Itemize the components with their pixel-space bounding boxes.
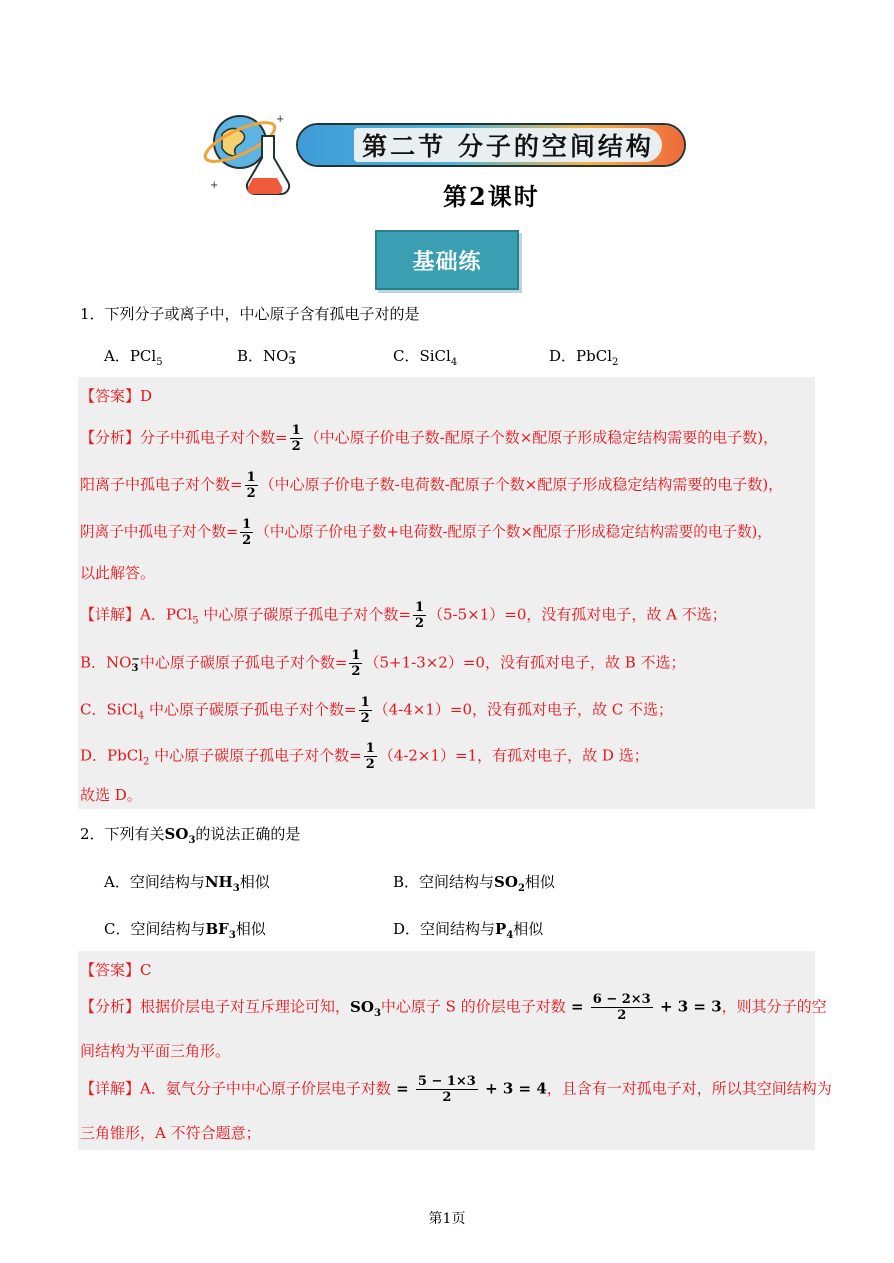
analysis-text: 中心原子 S 的价层电子对数 bbox=[380, 997, 566, 1016]
q1-option-b-label: B．NO bbox=[237, 347, 289, 365]
page-title: 第二节 分子的空间结构 bbox=[362, 132, 654, 161]
detail-text: 中心原子碳原子孤电子对个数= bbox=[139, 653, 348, 672]
fraction-half: $\frac{1}{2}$ bbox=[351, 648, 361, 679]
detail-text: （4-2×1）=1，有孤对电子，故 D 选； bbox=[378, 746, 649, 765]
detail-text: ，且含有一对孤电子对，所以其空间结构为 bbox=[546, 1079, 832, 1098]
analysis-text: （中心原子价电子数-配原子个数×配原子形成稳定结构需要的电子数)， bbox=[304, 428, 779, 447]
analysis-text: 阳离子中孤电子对个数= bbox=[80, 475, 243, 494]
fraction-half: $\frac{1}{2}$ bbox=[360, 695, 370, 726]
fraction-half: $\frac{1}{2}$ bbox=[242, 517, 252, 548]
detail-text: （5-5×1）=0，没有孤对电子，故 A 不选； bbox=[428, 605, 727, 624]
q1-option-d: D．PbCl$_2$ bbox=[549, 347, 619, 368]
q2-detail-a: 【详解】A．氨气分子中中心原子价层电子对数 = $\frac{5 - 1\times 3}{2}$ + 3 = 4，且含有一对孤电子对，所以其空间结构为 bbox=[80, 1074, 832, 1105]
fraction-half: $\frac{1}{2}$ bbox=[365, 741, 375, 772]
option-text: D．空间结构与 bbox=[393, 920, 496, 938]
fraction-half: $\frac{1}{2}$ bbox=[291, 423, 301, 454]
answer-value: C bbox=[140, 961, 152, 979]
q2-option-b: B．空间结构与$SO_2$相似 bbox=[393, 873, 555, 894]
q2-option-a: A．空间结构与$NH_3$相似 bbox=[104, 873, 270, 894]
q1-analysis-line3 bbox=[80, 517, 772, 548]
q1-option-c-label: C．SiCl bbox=[393, 347, 451, 365]
fraction-half: $\frac{1}{2}$ bbox=[246, 470, 256, 501]
svg-text:+: + bbox=[210, 180, 219, 191]
q1-analysis-line1 bbox=[80, 423, 778, 454]
analysis-tag: 【分析】 bbox=[80, 428, 141, 447]
globe-flask-logo bbox=[200, 108, 292, 200]
detail-text: B．NO bbox=[80, 653, 132, 672]
q1-detail-d: D．PbCl$_2$ 中心原子碳原子孤电子对个数= $\frac{1}{2}$ （4-2×1）=1，有孤对电子，故 D 选； bbox=[80, 741, 649, 772]
q1-option-c: C．SiCl$_4$ bbox=[393, 347, 458, 368]
q1-analysis-line2 bbox=[80, 470, 783, 501]
q1-option-b: B．NO− 3 bbox=[237, 347, 297, 367]
fraction-half: $\frac{1}{2}$ bbox=[414, 600, 424, 631]
detail-text: A．氨气分子中中心原子价层电子对数 bbox=[140, 1079, 391, 1098]
q2-detail-a-cont: 三角锥形，A 不符合题意； bbox=[80, 1124, 261, 1142]
detail-text: 中心原子碳原子孤电子对个数= bbox=[203, 605, 411, 624]
analysis-text: 分子中孤电子对个数= bbox=[140, 428, 288, 447]
detail-tag: 【详解】 bbox=[80, 605, 141, 624]
q1-stem: 1．下列分子或离子中，中心原子含有孤电子对的是 bbox=[80, 305, 420, 323]
detail-text: A．PCl bbox=[140, 605, 193, 624]
title-banner-inner bbox=[354, 128, 662, 162]
detail-text: 中心原子碳原子孤电子对个数= bbox=[148, 700, 357, 719]
q2-stem-text: 的说法正确的是 bbox=[195, 825, 301, 843]
analysis-text: 根据价层电子对互斥理论可知， bbox=[140, 997, 351, 1016]
option-text: 相似 bbox=[524, 873, 555, 891]
q1-answer bbox=[80, 385, 152, 406]
q1-detail-end: 故选 D。 bbox=[80, 786, 142, 804]
fraction-expr: $\frac{5 - 1\times 3}{2}$ bbox=[417, 1074, 476, 1105]
option-text: C．空间结构与 bbox=[104, 920, 206, 938]
detail-text: 中心原子碳原子孤电子对个数= bbox=[154, 746, 362, 765]
q2-option-c: C．空间结构与$BF_3$相似 bbox=[104, 920, 266, 941]
svg-text:+: + bbox=[276, 114, 285, 125]
option-text: B．空间结构与 bbox=[393, 873, 495, 891]
q1-analysis-line4: 以此解答。 bbox=[80, 564, 156, 582]
answer-value: D bbox=[140, 387, 153, 405]
q1-option-a-label: A．PCl bbox=[104, 347, 157, 365]
option-text: A．空间结构与 bbox=[104, 873, 205, 891]
q2-stem: 2．下列有关$SO_3$的说法正确的是 bbox=[80, 825, 301, 846]
detail-tag: 【详解】 bbox=[80, 1079, 141, 1098]
analysis-text: （中心原子价电子数+电荷数-配原子个数×配原子形成稳定结构需要的电子数)， bbox=[255, 523, 772, 541]
option-text: 相似 bbox=[239, 873, 270, 891]
detail-text: （5+1-3×2）=0，没有孤对电子，故 B 不选； bbox=[364, 653, 686, 672]
q1-detail-c: C．SiCl$_4$ 中心原子碳原子孤电子对个数= $\frac{1}{2}$ （4-4×1）=0，没有孤对电子，故 C 不选； bbox=[80, 695, 674, 726]
answer-tag: 【答案】 bbox=[80, 387, 141, 405]
title-banner bbox=[298, 125, 684, 165]
lesson-label: 第2课时 bbox=[443, 182, 540, 211]
q2-analysis-line1: 【分析】根据价层电子对互斥理论可知，$SO_3$中心原子 S 的价层电子对数 = $\frac{6 - 2\times 3}{2}$ + 3 = 3，则其分子的空 bbox=[80, 992, 827, 1023]
detail-text: D．PbCl bbox=[80, 746, 143, 765]
answer-tag: 【答案】 bbox=[80, 961, 141, 979]
q1-detail-b: B．NO− 3中心原子碳原子孤电子对个数= $\frac{1}{2}$ （5+1-3×2）=0，没有孤对电子，故 B 不选； bbox=[80, 648, 686, 679]
fraction-expr: $\frac{6 - 2\times 3}{2}$ bbox=[592, 992, 651, 1023]
q1-detail-a: 【详解】A．PCl$_5$ 中心原子碳原子孤电子对个数= $\frac{1}{2}$ （5-5×1）=0，没有孤对电子，故 A 不选； bbox=[80, 600, 727, 631]
option-text: 相似 bbox=[513, 920, 544, 938]
section-label: 基础练 bbox=[412, 248, 482, 275]
option-text: 相似 bbox=[235, 920, 266, 938]
page-number: 第1页 bbox=[428, 1211, 466, 1227]
q2-stem-text: 2．下列有关 bbox=[80, 825, 165, 843]
section-badge bbox=[375, 230, 519, 290]
q2-analysis-line2: 间结构为平面三角形。 bbox=[80, 1042, 231, 1060]
q2-option-d: D．空间结构与$P_4$相似 bbox=[393, 920, 544, 941]
detail-text: （4-4×1）=0，没有孤对电子，故 C 不选； bbox=[373, 700, 674, 719]
q2-answer bbox=[80, 959, 152, 980]
analysis-text: （中心原子价电子数-电荷数-配原子个数×配原子形成稳定结构需要的电子数)， bbox=[259, 475, 784, 494]
analysis-tag: 【分析】 bbox=[80, 997, 141, 1016]
analysis-text: 阴离子中孤电子对个数= bbox=[80, 523, 239, 541]
analysis-text: ，则其分子的空 bbox=[721, 997, 827, 1016]
q1-option-d-label: D．PbCl bbox=[549, 347, 612, 365]
q1-option-a: A．PCl$_5$ bbox=[104, 347, 163, 368]
detail-text: C．SiCl bbox=[80, 700, 138, 719]
